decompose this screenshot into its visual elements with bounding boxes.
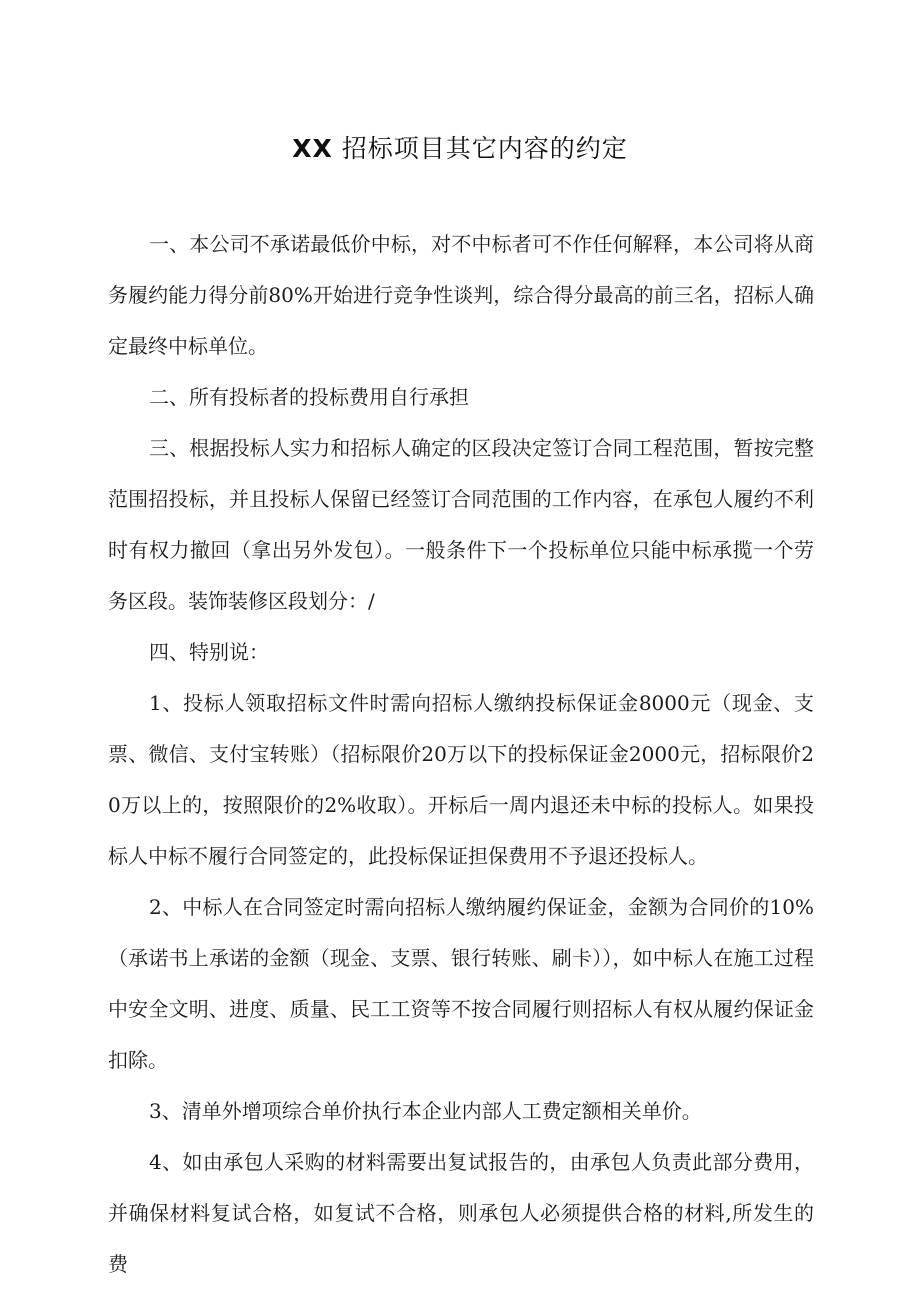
document-title (0, 131, 920, 167)
paragraph-clause-4-heading: 四、特别说： (149, 640, 269, 664)
paragraph-clause-2: 二、所有投标者的投标费用自行承担 (149, 385, 469, 409)
paragraph-clause-1: 一、本公司不承诺最低价中标，对不中标者可不作任何解释，本公司将从商务履约能力得分前80%开始进行竞争性谈判，综合得分最高的前三名，招标人确定最终中标单位。 (108, 232, 814, 358)
paragraph-clause-3: 三、根据投标人实力和招标人确定的区段决定签订合同工程范围，暂按完整范围招投标，并且投标人保留已经签订合同范围的工作内容，在承包人履约不利时有权力撤回（拿出另外发包）。一般条件下一个投标单位只能中标承揽一个劳务区段。装饰装修区段划分：/ (108, 436, 814, 613)
document-body (108, 219, 814, 1290)
paragraph-item-1: 1、投标人领取招标文件时需向招标人缴纳投标保证金8000元（现金、支票、微信、支付宝转账）（招标限价20万以下的投标保证金2000元，招标限价20万以上的，按照限价的2%收取）。开标后一周内退还未中标的投标人。如果投标人中标不履行合同签定的，此投标保证担保费用不予退还投标人。 (108, 691, 814, 868)
paragraph-item-3: 3、清单外增项综合单价执行本企业内部人工费定额相关单价。 (149, 1099, 702, 1123)
paragraph-item-4: 4、如由承包人采购的材料需要出复试报告的，由承包人负责此部分费用，并确保材料复试合格，如复试不合格，则承包人必须提供合格的材料,所发生的费 (108, 1150, 814, 1276)
title-prefix: XX (292, 134, 333, 163)
title-text: 招标项目其它内容的约定 (341, 134, 628, 163)
paragraph-item-2: 2、中标人在合同签定时需向招标人缴纳履约保证金，金额为合同价的10%（承诺书上承诺的金额（现金、支票、银行转账、刷卡）），如中标人在施工过程中安全文明、进度、质量、民工工资等不按合同履行则招标人有权从履约保证金扣除。 (108, 895, 814, 1072)
